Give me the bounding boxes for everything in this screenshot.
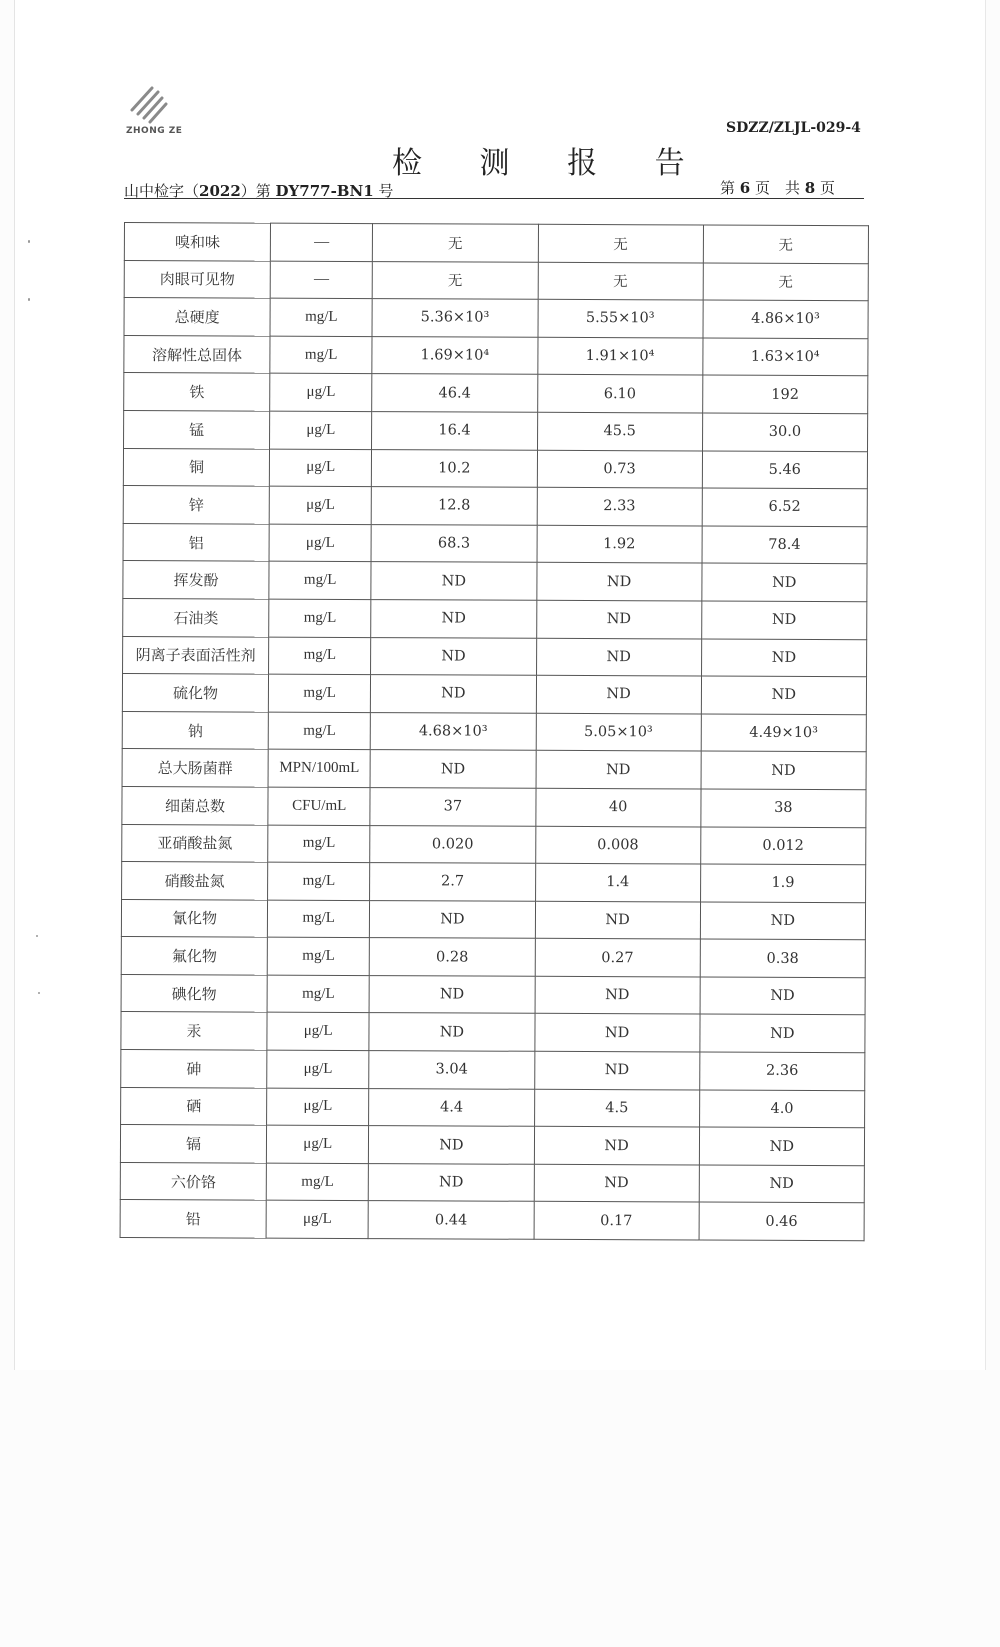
result-cell-3: 78.4 [702, 526, 867, 564]
unit-cell: mg/L [268, 712, 370, 750]
item-name-cell: 钠 [122, 711, 268, 749]
table-row [121, 1087, 865, 1128]
result-cell-3: ND [701, 601, 866, 639]
result-cell-1: ND [371, 600, 536, 638]
unit-cell: mg/L [270, 336, 372, 374]
item-name-cell: 石油类 [123, 598, 269, 636]
unit-cell: mg/L [266, 1163, 368, 1201]
results-table [120, 222, 869, 1241]
unit-cell: mg/L [269, 599, 371, 637]
result-cell-2: 无 [538, 262, 703, 300]
unit-cell: mg/L [267, 975, 369, 1013]
item-name-cell: 硝酸盐氮 [122, 862, 268, 900]
result-cell-1: 12.8 [371, 487, 536, 525]
result-cell-1: 37 [370, 787, 535, 825]
result-cell-1: 0.28 [370, 938, 535, 976]
item-name-cell: 肉眼可见物 [124, 260, 270, 298]
result-cell-2: 45.5 [537, 412, 702, 450]
table-row [124, 260, 868, 301]
result-cell-1: ND [370, 750, 535, 788]
result-cell-3: 5.46 [702, 451, 867, 489]
result-cell-1: ND [369, 975, 534, 1013]
result-cell-3: ND [700, 977, 865, 1015]
result-cell-1: 无 [372, 261, 537, 299]
result-cell-2: ND [536, 600, 701, 638]
unit-cell: CFU/mL [268, 787, 370, 825]
result-cell-1: 0.44 [368, 1201, 533, 1239]
table-row [122, 674, 866, 715]
result-cell-2: 1.4 [535, 863, 700, 901]
result-cell-1: 1.69×10⁴ [372, 336, 537, 374]
result-cell-1: 2.7 [370, 863, 535, 901]
table-row [120, 1162, 864, 1203]
result-cell-2: ND [535, 901, 700, 939]
result-cell-2: 0.73 [537, 450, 702, 488]
result-cell-3: 0.38 [700, 939, 865, 977]
result-cell-1: 4.4 [369, 1088, 534, 1126]
table-row [123, 448, 867, 489]
result-cell-3: 2.36 [699, 1052, 864, 1090]
unit-cell: μg/L [266, 1201, 368, 1239]
table-row [124, 335, 868, 376]
result-cell-3: ND [699, 1127, 864, 1165]
table-row [122, 749, 866, 790]
result-cell-3: 4.49×10³ [701, 714, 866, 752]
table-row [120, 1125, 864, 1166]
unit-cell: μg/L [270, 449, 372, 487]
result-cell-3: ND [700, 1014, 865, 1052]
result-cell-1: ND [369, 1013, 534, 1051]
result-cell-3: 38 [701, 789, 866, 827]
result-cell-1: ND [370, 900, 535, 938]
result-cell-2: 0.17 [534, 1202, 699, 1240]
logo-text: ZHONG ZE [126, 126, 183, 136]
item-name-cell: 镉 [120, 1125, 266, 1163]
item-name-cell: 锌 [123, 486, 269, 524]
unit-cell: mg/L [267, 937, 369, 975]
report-number-suffix: 号 [373, 182, 394, 200]
table-row [123, 523, 867, 564]
report-number-year: 2022 [199, 182, 241, 200]
item-name-cell: 亚硝酸盐氮 [122, 824, 268, 862]
result-cell-2: ND [534, 1164, 699, 1202]
result-cell-2: ND [534, 1014, 699, 1052]
page-title: 检 测 报 告 [392, 146, 709, 181]
result-cell-2: 4.5 [534, 1089, 699, 1127]
item-name-cell: 嗅和味 [124, 223, 270, 261]
unit-cell: mg/L [269, 561, 371, 599]
result-cell-1: 46.4 [372, 374, 537, 412]
table-row [121, 974, 865, 1015]
result-cell-2: 5.55×10³ [538, 299, 703, 337]
unit-cell: mg/L [270, 298, 372, 336]
result-cell-3: 1.63×10⁴ [703, 338, 868, 376]
result-cell-3: 192 [702, 375, 867, 413]
unit-cell: μg/L [267, 1050, 369, 1088]
result-cell-2: ND [536, 638, 701, 676]
item-name-cell: 碘化物 [121, 974, 267, 1012]
unit-cell: μg/L [269, 524, 371, 562]
table-row [123, 561, 867, 602]
item-name-cell: 铝 [123, 523, 269, 561]
unit-cell: μg/L [270, 411, 372, 449]
table-row [121, 899, 865, 940]
result-cell-3: 30.0 [702, 413, 867, 451]
table-row [123, 486, 867, 527]
item-name-cell: 六价铬 [120, 1162, 266, 1200]
report-number-prefix: 山中检字（ [124, 182, 200, 200]
result-cell-2: 1.92 [537, 525, 702, 563]
item-name-cell: 砷 [121, 1050, 267, 1088]
item-name-cell: 氟化物 [121, 937, 267, 975]
result-cell-1: 3.04 [369, 1051, 534, 1089]
result-cell-3: 0.012 [700, 827, 865, 865]
table-row [124, 410, 868, 451]
item-name-cell: 溶解性总固体 [124, 335, 270, 373]
item-name-cell: 总硬度 [124, 298, 270, 336]
result-cell-3: ND [702, 563, 867, 601]
report-number-mid: ）第 [240, 182, 276, 200]
result-cell-1: 4.68×10³ [371, 712, 536, 750]
unit-cell: mg/L [269, 674, 371, 712]
page-number-prefix: 第 [720, 179, 740, 197]
header-divider [124, 198, 864, 199]
item-name-cell: 总大肠菌群 [122, 749, 268, 787]
unit-cell: μg/L [269, 486, 371, 524]
result-cell-3: 无 [703, 263, 868, 301]
page-number [720, 177, 835, 198]
item-name-cell: 锰 [124, 410, 270, 448]
result-cell-1: 16.4 [372, 412, 537, 450]
result-cell-1: ND [371, 637, 536, 675]
scan-speck [28, 298, 30, 301]
unit-cell: mg/L [269, 637, 371, 675]
result-cell-2: ND [534, 1127, 699, 1165]
result-cell-1: ND [369, 1126, 534, 1164]
table-row [124, 373, 868, 414]
table-row [120, 1200, 864, 1241]
table-row [121, 1050, 865, 1091]
result-cell-2: 2.33 [537, 487, 702, 525]
result-cell-3: ND [701, 639, 866, 677]
result-cell-3: 4.86×10³ [703, 300, 868, 338]
unit-cell: μg/L [267, 1013, 369, 1051]
result-cell-1: ND [369, 1163, 534, 1201]
page-number-suffix: 页 [815, 179, 835, 197]
unit-cell: μg/L [270, 374, 372, 412]
result-cell-1: 10.2 [372, 449, 537, 487]
result-cell-1: 0.020 [370, 825, 535, 863]
result-cell-1: 68.3 [371, 524, 536, 562]
result-cell-3: 6.52 [702, 488, 867, 526]
result-cell-2: ND [536, 675, 701, 713]
item-name-cell: 硫化物 [122, 674, 268, 712]
result-cell-2: 5.05×10³ [536, 713, 701, 751]
item-name-cell: 阴离子表面活性剂 [123, 636, 269, 674]
unit-cell: mg/L [268, 900, 370, 938]
scan-speck [38, 992, 40, 994]
result-cell-3: ND [700, 902, 865, 940]
result-cell-2: ND [535, 976, 700, 1014]
result-cell-3: 无 [703, 225, 868, 263]
result-cell-2: 无 [538, 224, 703, 262]
table-row [122, 862, 866, 903]
unit-cell: — [270, 261, 372, 299]
result-cell-1: ND [371, 675, 536, 713]
table-row [123, 636, 867, 677]
result-cell-1: 5.36×10³ [372, 299, 537, 337]
result-cell-2: 1.91×10⁴ [537, 337, 702, 375]
result-cell-2: ND [536, 563, 701, 601]
item-name-cell: 氰化物 [121, 899, 267, 937]
item-name-cell: 硒 [121, 1087, 267, 1125]
table-row [124, 298, 868, 339]
table-row [122, 824, 866, 865]
result-cell-1: ND [371, 562, 536, 600]
result-cell-3: ND [699, 1165, 864, 1203]
result-cell-3: 4.0 [699, 1090, 864, 1128]
page-number-mid: 页 共 [750, 179, 805, 197]
report-number-code: DY777-BN1 [275, 182, 374, 200]
unit-cell: μg/L [267, 1125, 369, 1163]
result-cell-2: ND [536, 751, 701, 789]
result-cell-2: 40 [535, 788, 700, 826]
result-cell-2: ND [534, 1051, 699, 1089]
unit-cell: MPN/100mL [268, 749, 370, 787]
unit-cell: mg/L [268, 862, 370, 900]
scan-speck [28, 240, 30, 243]
page-current: 6 [739, 179, 751, 197]
table-row [122, 786, 866, 827]
item-name-cell: 汞 [121, 1012, 267, 1050]
table-row [124, 223, 868, 264]
scan-speck [36, 935, 38, 937]
result-cell-3: ND [701, 751, 866, 789]
item-name-cell: 挥发酚 [123, 561, 269, 599]
result-cell-3: 1.9 [700, 864, 865, 902]
result-cell-2: 6.10 [537, 375, 702, 413]
result-cell-2: 0.008 [535, 826, 700, 864]
table-row [123, 598, 867, 639]
result-cell-1: 无 [373, 224, 538, 262]
result-cell-2: 0.27 [535, 939, 700, 977]
result-cell-3: ND [701, 676, 866, 714]
unit-cell: μg/L [267, 1088, 369, 1126]
document-code: SDZZ/ZLJL-029-4 [726, 120, 861, 136]
item-name-cell: 铅 [120, 1200, 266, 1238]
item-name-cell: 铁 [124, 373, 270, 411]
table-row [121, 1012, 865, 1053]
result-cell-3: 0.46 [699, 1202, 864, 1240]
item-name-cell: 细菌总数 [122, 786, 268, 824]
table-row [121, 937, 865, 978]
item-name-cell: 铜 [123, 448, 269, 486]
unit-cell: mg/L [268, 825, 370, 863]
page-total: 8 [804, 179, 816, 197]
table-row [122, 711, 866, 752]
unit-cell: — [271, 223, 373, 261]
